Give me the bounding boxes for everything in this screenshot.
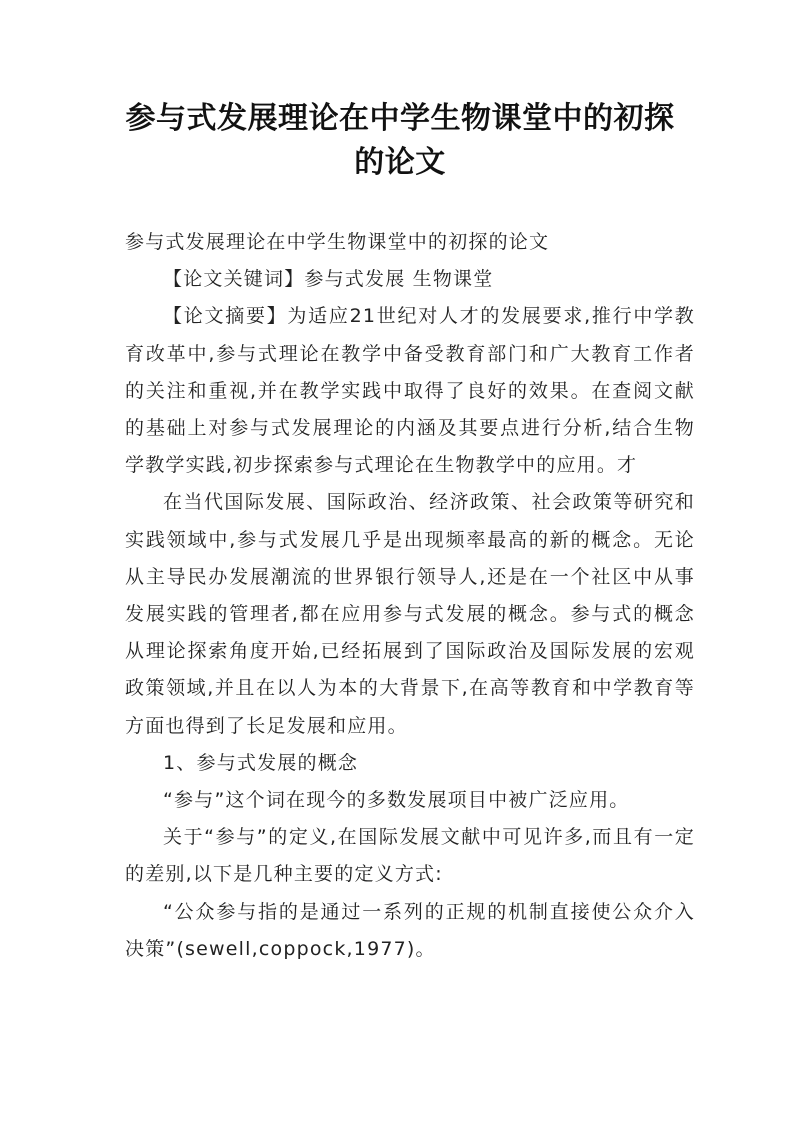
body-paragraph-4: “公众参与指的是通过一系列的正规的机制直接使公众介入决策”(sewell,coppock,1977)。	[125, 900, 695, 960]
body-paragraph-2: “参与”这个词在现今的多数发展项目中被广泛应用。	[163, 789, 630, 812]
document-body	[125, 224, 695, 968]
document-title-line-2: 的论文	[354, 145, 446, 180]
body-paragraph-3: 关于“参与”的定义,在国际发展文献中可见许多,而且有一定的差别,以下是几种主要的定义方式:	[125, 826, 695, 886]
body-paragraph-1: 在当代国际发展、国际政治、经济政策、社会政策等研究和实践领域中,参与式发展几乎是出现频率最高的新的概念。无论从主导民办发展潮流的世界银行领导人,还是在一个社区中从事发展实践的管理者,都在应用参与式发展的概念。参与式的概念从理论探索角度开始,已经拓展到了国际政治及国际发展的宏观政策领域,并且在以人为本的大背景下,在高等教育和中学教育等方面也得到了长足发展和应用。	[125, 491, 695, 737]
document-title-line-1: 参与式发展理论在中学生物课堂中的初探	[125, 101, 675, 136]
abstract-paragraph: 【论文摘要】为适应21世纪对人才的发展要求,推行中学教育改革中,参与式理论在教学中备受教育部门和广大教育工作者的关注和重视,并在教学实践中取得了良好的效果。在查阅文献的基础上对参与式发展理论的内涵及其要点进行分析,结合生物学教学实践,初步探索参与式理论在生物教学中的应用。才	[125, 305, 695, 477]
document-subtitle: 参与式发展理论在中学生物课堂中的初探的论文	[125, 231, 550, 253]
section-heading-1: 1、参与式发展的概念	[163, 751, 359, 774]
keywords-paragraph: 【论文关键词】参与式发展 生物课堂	[163, 268, 494, 291]
